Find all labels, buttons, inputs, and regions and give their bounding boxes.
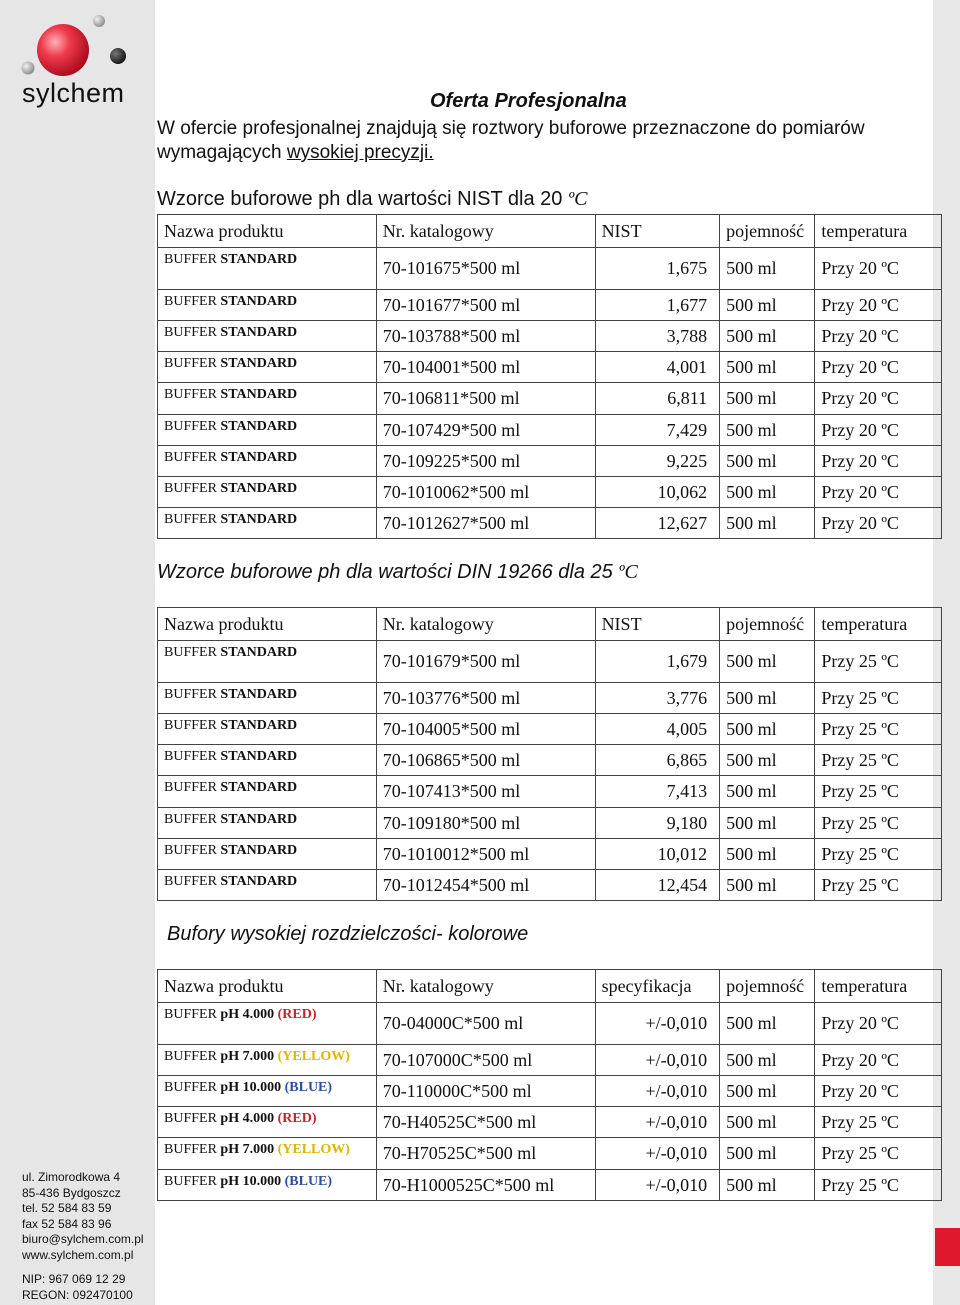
- specification-cell: +/-0,010: [595, 1107, 720, 1138]
- header-volume: pojemność: [720, 608, 815, 641]
- phone-number: tel. 52 584 83 59: [22, 1201, 112, 1215]
- header-temperature: temperatura: [815, 970, 942, 1003]
- product-name-type: pH 7.000: [220, 1142, 278, 1157]
- product-name-prefix: BUFFER: [164, 1174, 221, 1189]
- product-name-type: STANDARD: [220, 812, 298, 827]
- product-name-type: STANDARD: [220, 387, 298, 402]
- temperature-cell: Przy 20 ºC: [815, 383, 942, 415]
- catalog-number-cell: 70-107000C*500 ml: [376, 1045, 595, 1076]
- product-name-type: pH 7.000: [220, 1049, 278, 1064]
- temperature-cell: Przy 25 ºC: [815, 745, 942, 776]
- product-name-cell: [158, 1045, 377, 1076]
- nist-value-cell: 12,627: [595, 508, 720, 539]
- degree-unit: ºC: [567, 188, 588, 210]
- header-volume: pojemność: [720, 215, 815, 248]
- product-name-cell: [158, 508, 377, 539]
- volume-cell: 500 ml: [720, 808, 815, 839]
- product-name-cell: [158, 352, 377, 383]
- product-name-cell: [158, 415, 377, 446]
- product-name-prefix: BUFFER: [164, 843, 221, 858]
- temperature-cell: Przy 20 ºC: [815, 446, 942, 477]
- product-name-type: pH 4.000: [220, 1111, 278, 1126]
- product-name-cell: [158, 1170, 377, 1201]
- product-name-type: STANDARD: [220, 252, 298, 267]
- nist-value-cell: 10,012: [595, 839, 720, 870]
- volume-cell: 500 ml: [720, 776, 815, 808]
- header-catalog-number: Nr. katalogowy: [376, 608, 595, 641]
- temperature-cell: Przy 20 ºC: [815, 321, 942, 352]
- red-marker: [935, 1228, 960, 1266]
- product-name-type: STANDARD: [220, 356, 298, 371]
- volume-cell: 500 ml: [720, 1138, 815, 1170]
- table-row: [158, 870, 942, 901]
- catalog-number-cell: 70-110000C*500 ml: [376, 1076, 595, 1107]
- temperature-cell: Przy 20 ºC: [815, 1076, 942, 1107]
- product-name-type: pH 10.000: [220, 1080, 285, 1095]
- temperature-cell: Przy 25 ºC: [815, 641, 942, 683]
- table-row: [158, 352, 942, 383]
- temperature-cell: Przy 20 ºC: [815, 248, 942, 290]
- table-row: [158, 415, 942, 446]
- table-header-row: [158, 215, 942, 248]
- left-sidebar-band: [0, 0, 155, 1305]
- temperature-cell: Przy 25 ºC: [815, 683, 942, 714]
- product-name-type: pH 10.000: [220, 1174, 285, 1189]
- catalog-number-cell: 70-101677*500 ml: [376, 290, 595, 321]
- header-product-name: Nazwa produktu: [158, 970, 377, 1003]
- volume-cell: 500 ml: [720, 383, 815, 415]
- catalog-number-cell: 70-103776*500 ml: [376, 683, 595, 714]
- product-name-cell: [158, 1138, 377, 1170]
- product-name-type: pH 4.000: [220, 1007, 278, 1022]
- color-label: (YELLOW): [277, 1142, 350, 1157]
- product-name-type: STANDARD: [220, 718, 298, 733]
- catalog-number-cell: 70-109180*500 ml: [376, 808, 595, 839]
- table-row: [158, 808, 942, 839]
- product-name-prefix: BUFFER: [164, 481, 221, 496]
- catalog-number-cell: 70-101679*500 ml: [376, 641, 595, 683]
- product-name-prefix: BUFFER: [164, 1049, 221, 1064]
- volume-cell: 500 ml: [720, 508, 815, 539]
- product-name-prefix: BUFFER: [164, 356, 221, 371]
- fax-number: fax 52 584 83 96: [22, 1216, 112, 1231]
- header-catalog-number: Nr. katalogowy: [376, 970, 595, 1003]
- nist-value-cell: 10,062: [595, 477, 720, 508]
- website-link[interactable]: www.sylchem.com.pl: [22, 1247, 134, 1262]
- product-name-type: STANDARD: [220, 450, 298, 465]
- volume-cell: 500 ml: [720, 1045, 815, 1076]
- temperature-cell: Przy 25 ºC: [815, 776, 942, 808]
- table-nist: [157, 214, 942, 539]
- volume-cell: 500 ml: [720, 446, 815, 477]
- temperature-cell: Przy 25 ºC: [815, 1138, 942, 1170]
- address-city: 85-436 Bydgoszcz: [22, 1185, 121, 1200]
- product-name-prefix: BUFFER: [164, 812, 221, 827]
- table-row: [158, 446, 942, 477]
- product-name-prefix: BUFFER: [164, 325, 221, 340]
- product-name-prefix: BUFFER: [164, 1142, 221, 1157]
- nist-value-cell: 9,180: [595, 808, 720, 839]
- product-name-prefix: BUFFER: [164, 687, 221, 702]
- product-name-cell: [158, 683, 377, 714]
- table-row: [158, 1045, 942, 1076]
- volume-cell: 500 ml: [720, 415, 815, 446]
- temperature-cell: Przy 20 ºC: [815, 290, 942, 321]
- volume-cell: 500 ml: [720, 1003, 815, 1045]
- temperature-cell: Przy 25 ºC: [815, 839, 942, 870]
- specification-cell: +/-0,010: [595, 1045, 720, 1076]
- section-title-text: Wzorce buforowe ph dla wartości NIST dla 20: [157, 188, 568, 210]
- volume-cell: 500 ml: [720, 321, 815, 352]
- volume-cell: 500 ml: [720, 683, 815, 714]
- nist-value-cell: 4,001: [595, 352, 720, 383]
- table-header-row: [158, 608, 942, 641]
- table-row: [158, 1003, 942, 1045]
- table-row: [158, 1076, 942, 1107]
- temperature-cell: Przy 20 ºC: [815, 1003, 942, 1045]
- temperature-cell: Przy 25 ºC: [815, 1107, 942, 1138]
- catalog-number-cell: 70-103788*500 ml: [376, 321, 595, 352]
- product-name-cell: [158, 290, 377, 321]
- nip-number: NIP: 967 069 12 29: [22, 1272, 126, 1286]
- email-link[interactable]: biuro@sylchem.com.pl: [22, 1232, 144, 1246]
- temperature-cell: Przy 20 ºC: [815, 415, 942, 446]
- table-row: [158, 321, 942, 352]
- nist-value-cell: 1,679: [595, 641, 720, 683]
- product-name-type: STANDARD: [220, 843, 298, 858]
- volume-cell: 500 ml: [720, 1076, 815, 1107]
- product-name-prefix: BUFFER: [164, 718, 221, 733]
- volume-cell: 500 ml: [720, 290, 815, 321]
- catalog-number-cell: 70-109225*500 ml: [376, 446, 595, 477]
- table-row: [158, 683, 942, 714]
- header-temperature: temperatura: [815, 608, 942, 641]
- temperature-cell: Przy 20 ºC: [815, 477, 942, 508]
- table-din: [157, 607, 942, 901]
- product-name-type: STANDARD: [220, 294, 298, 309]
- product-name-prefix: BUFFER: [164, 749, 221, 764]
- product-name-cell: [158, 446, 377, 477]
- volume-cell: 500 ml: [720, 839, 815, 870]
- header-product-name: Nazwa produktu: [158, 215, 377, 248]
- nist-value-cell: 6,865: [595, 745, 720, 776]
- product-name-type: STANDARD: [220, 780, 298, 795]
- nist-value-cell: 1,675: [595, 248, 720, 290]
- table-row: [158, 839, 942, 870]
- table-row: [158, 714, 942, 745]
- nist-value-cell: 9,225: [595, 446, 720, 477]
- product-name-cell: [158, 383, 377, 415]
- product-name-prefix: BUFFER: [164, 252, 221, 267]
- degree-unit: ºC: [618, 561, 638, 583]
- product-name-prefix: BUFFER: [164, 387, 221, 402]
- intro-text: W ofercie profesjonalnej znajdują się roztwory buforowe przeznaczone do pomiarów wymagających: [157, 118, 865, 163]
- temperature-cell: Przy 20 ºC: [815, 352, 942, 383]
- header-volume: pojemność: [720, 970, 815, 1003]
- table-row: [158, 477, 942, 508]
- product-name-cell: [158, 1076, 377, 1107]
- volume-cell: 500 ml: [720, 870, 815, 901]
- section-title-din: [157, 561, 638, 584]
- specification-cell: +/-0,010: [595, 1170, 720, 1201]
- table-row: [158, 1138, 942, 1170]
- catalog-number-cell: 70-H1000525C*500 ml: [376, 1170, 595, 1201]
- catalog-number-cell: 70-1012627*500 ml: [376, 508, 595, 539]
- header-specification: specyfikacja: [595, 970, 720, 1003]
- table-row: [158, 745, 942, 776]
- table-row: [158, 290, 942, 321]
- product-name-cell: [158, 248, 377, 290]
- catalog-number-cell: 70-04000C*500 ml: [376, 1003, 595, 1045]
- catalog-number-cell: 70-1012454*500 ml: [376, 870, 595, 901]
- volume-cell: 500 ml: [720, 1170, 815, 1201]
- catalog-number-cell: 70-104005*500 ml: [376, 714, 595, 745]
- brand-name: sylchem: [22, 78, 125, 108]
- product-name-type: STANDARD: [220, 749, 298, 764]
- product-name-cell: [158, 1003, 377, 1045]
- product-name-cell: [158, 321, 377, 352]
- offer-title: Oferta Profesjonalna: [430, 90, 627, 112]
- product-name-type: STANDARD: [220, 481, 298, 496]
- product-name-prefix: BUFFER: [164, 419, 221, 434]
- specification-cell: +/-0,010: [595, 1138, 720, 1170]
- product-name-cell: [158, 477, 377, 508]
- volume-cell: 500 ml: [720, 714, 815, 745]
- header-product-name: Nazwa produktu: [158, 608, 377, 641]
- table-header-row: [158, 970, 942, 1003]
- nist-value-cell: 3,776: [595, 683, 720, 714]
- product-name-prefix: BUFFER: [164, 450, 221, 465]
- nist-value-cell: 7,429: [595, 415, 720, 446]
- product-name-prefix: BUFFER: [164, 645, 221, 660]
- volume-cell: 500 ml: [720, 1107, 815, 1138]
- table-row: [158, 776, 942, 808]
- temperature-cell: Przy 20 ºC: [815, 1045, 942, 1076]
- catalog-number-cell: 70-106811*500 ml: [376, 383, 595, 415]
- catalog-number-cell: 70-106865*500 ml: [376, 745, 595, 776]
- temperature-cell: Przy 20 ºC: [815, 508, 942, 539]
- color-label: (BLUE): [284, 1174, 333, 1189]
- header-temperature: temperatura: [815, 215, 942, 248]
- product-name-cell: [158, 870, 377, 901]
- product-name-cell: [158, 745, 377, 776]
- temperature-cell: Przy 25 ºC: [815, 870, 942, 901]
- catalog-number-cell: 70-1010012*500 ml: [376, 839, 595, 870]
- nist-value-cell: 3,788: [595, 321, 720, 352]
- header-nist: NIST: [595, 215, 720, 248]
- volume-cell: 500 ml: [720, 248, 815, 290]
- catalog-number-cell: 70-101675*500 ml: [376, 248, 595, 290]
- temperature-cell: Przy 25 ºC: [815, 714, 942, 745]
- product-name-type: STANDARD: [220, 687, 298, 702]
- section-title-text: Wzorce buforowe ph dla wartości DIN 19266 dla 25: [157, 561, 619, 583]
- nist-value-cell: 6,811: [595, 383, 720, 415]
- catalog-number-cell: 70-H40525C*500 ml: [376, 1107, 595, 1138]
- nist-value-cell: 1,677: [595, 290, 720, 321]
- table-row: [158, 248, 942, 290]
- table-colored: [157, 969, 942, 1201]
- specification-cell: +/-0,010: [595, 1003, 720, 1045]
- volume-cell: 500 ml: [720, 477, 815, 508]
- catalog-number-cell: 70-H70525C*500 ml: [376, 1138, 595, 1170]
- product-name-cell: [158, 714, 377, 745]
- table-row: [158, 383, 942, 415]
- table-row: [158, 641, 942, 683]
- temperature-cell: Przy 25 ºC: [815, 1170, 942, 1201]
- nist-value-cell: 4,005: [595, 714, 720, 745]
- product-name-type: STANDARD: [220, 419, 298, 434]
- product-name-cell: [158, 808, 377, 839]
- product-name-cell: [158, 1107, 377, 1138]
- intro-underlined-text: wysokiej precyzji.: [286, 142, 434, 163]
- catalog-number-cell: 70-107429*500 ml: [376, 415, 595, 446]
- product-name-type: STANDARD: [220, 325, 298, 340]
- product-name-cell: [158, 839, 377, 870]
- product-name-prefix: BUFFER: [164, 780, 221, 795]
- temperature-cell: Przy 25 ºC: [815, 808, 942, 839]
- table-row: [158, 508, 942, 539]
- color-label: (RED): [277, 1111, 317, 1126]
- table-row: [158, 1107, 942, 1138]
- product-name-prefix: BUFFER: [164, 1111, 221, 1126]
- regon-number: REGON: 092470100: [22, 1287, 133, 1302]
- volume-cell: 500 ml: [720, 745, 815, 776]
- volume-cell: 500 ml: [720, 641, 815, 683]
- product-name-prefix: BUFFER: [164, 512, 221, 527]
- header-nist: NIST: [595, 608, 720, 641]
- color-label: (BLUE): [284, 1080, 333, 1095]
- product-name-prefix: BUFFER: [164, 1007, 221, 1022]
- product-name-cell: [158, 776, 377, 808]
- table-row: [158, 1170, 942, 1201]
- nist-value-cell: 12,454: [595, 870, 720, 901]
- product-name-type: STANDARD: [220, 645, 298, 660]
- offer-intro: [157, 117, 877, 165]
- product-name-prefix: BUFFER: [164, 294, 221, 309]
- color-label: (YELLOW): [277, 1049, 350, 1064]
- contact-block: [22, 1170, 144, 1303]
- product-name-prefix: BUFFER: [164, 874, 221, 889]
- section-title-nist: [157, 188, 587, 211]
- product-name-prefix: BUFFER: [164, 1080, 221, 1095]
- section-title-colored: Bufory wysokiej rozdzielczości- kolorowe: [167, 923, 529, 945]
- catalog-number-cell: 70-1010062*500 ml: [376, 477, 595, 508]
- color-label: (RED): [277, 1007, 317, 1022]
- address-street: ul. Zimorodkowa 4: [22, 1170, 121, 1184]
- product-name-type: STANDARD: [220, 512, 298, 527]
- product-name-type: STANDARD: [220, 874, 298, 889]
- volume-cell: 500 ml: [720, 352, 815, 383]
- catalog-number-cell: 70-104001*500 ml: [376, 352, 595, 383]
- nist-value-cell: 7,413: [595, 776, 720, 808]
- product-name-cell: [158, 641, 377, 683]
- specification-cell: +/-0,010: [595, 1076, 720, 1107]
- catalog-number-cell: 70-107413*500 ml: [376, 776, 595, 808]
- header-catalog-number: Nr. katalogowy: [376, 215, 595, 248]
